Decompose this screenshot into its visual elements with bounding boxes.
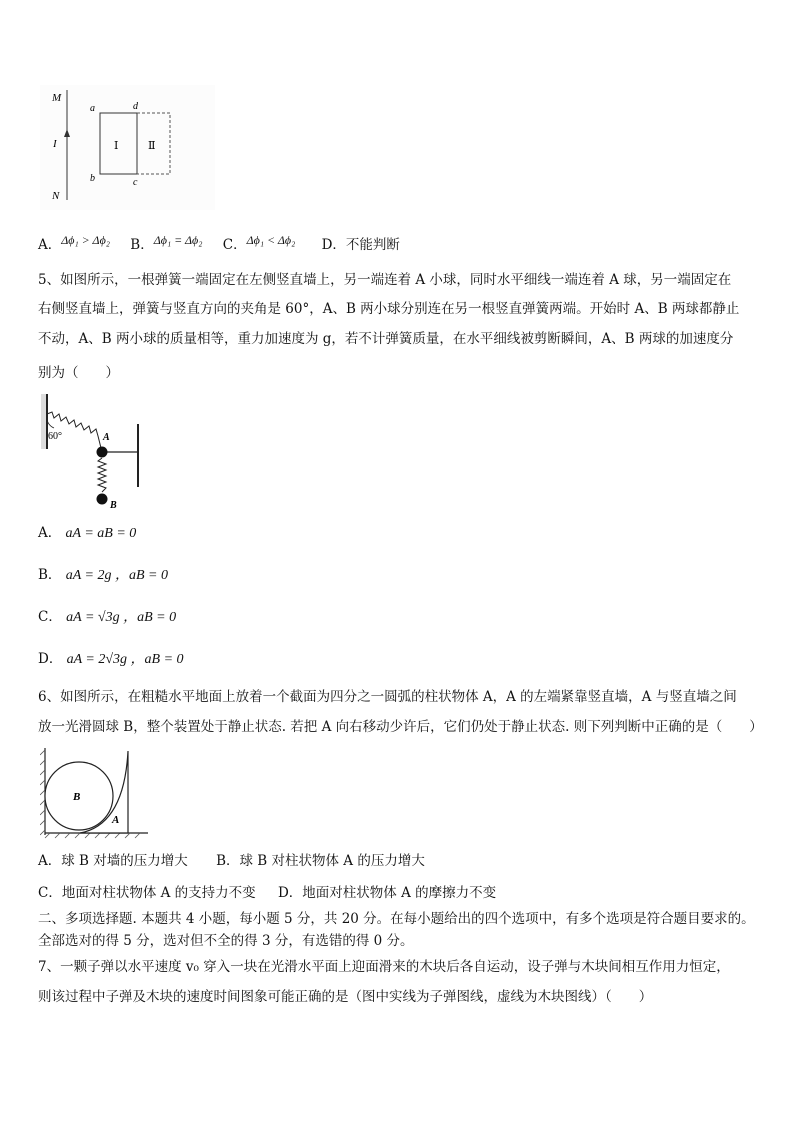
label-I: I (53, 138, 57, 150)
label-a: a (90, 103, 95, 114)
q7-stem-line1: 7、一颗子弹以水平速度 v₀ 穿入一块在光滑水平面上迎面滑来的木块后各自运动，设子弹与木块间相互作用力恒定， (38, 959, 730, 975)
q6-stem-line1: 6、如图所示，在粗糙水平地面上放着一个截面为四分之一圆弧的柱状物体 A，A 的左端紧靠竖直墙，A 与竖直墙之间 (38, 689, 737, 705)
label-N: N (52, 190, 60, 202)
ball-a (97, 447, 108, 458)
figure-wire-loop (40, 85, 215, 210)
q5-stem-line1: 5、如图所示，一根弹簧一端固定在左侧竖直墙上，另一端连着 A 小球，同时水平细线一端连着 A 球，另一端固定在 (38, 272, 732, 288)
region-2-label: Ⅱ (148, 140, 156, 152)
angle-label: 60° (48, 431, 62, 442)
q4-option-b: B．Δϕ₁ = Δϕ₂ (130, 233, 203, 253)
section2-line2: 全部选对的得 5 分，选对但不全的得 3 分，有选错的得 0 分。 (38, 933, 414, 949)
q4-option-a: A．Δϕ₁ > Δϕ₂ (38, 233, 110, 253)
q6-option-a: A．球 B 对墙的压力增大 (38, 853, 188, 869)
q7-stem-line2: 则该过程中子弹及木块的速度时间图象可能正确的是（图中实线为子弹图线，虚线为木块图线）（ ） (38, 989, 653, 1005)
sphere-b-label: B (73, 791, 81, 803)
ball-b (97, 494, 108, 505)
q6-option-d: D．地面对柱状物体 A 的摩擦力不变 (277, 885, 497, 901)
q6-option-c: C．地面对柱状物体 A 的支持力不变 (38, 885, 256, 901)
label-d: d (133, 101, 138, 112)
label-M: M (52, 92, 62, 104)
q5-option-b: B． aA = 2g ，aB = 0 (38, 567, 168, 583)
figure-ball-on-arc (40, 745, 150, 840)
q6-options-row1 (38, 852, 425, 870)
q6-option-b: B．球 B 对柱状物体 A 的压力增大 (216, 853, 425, 869)
figure-springs-balls (38, 392, 148, 512)
region-1-label: Ⅰ (114, 140, 119, 152)
q5-stem-line2: 右侧竖直墙上，弹簧与竖直方向的夹角是 60°，A、B 两小球分别连在另一根竖直弹簧两端。开始时 A、B 两球都静止 (38, 301, 740, 317)
section2-line1: 二、多项选择题. 本题共 4 小题，每小题 5 分，共 20 分。在每小题给出的四个选项中，有多个选项是符合题目要求的。 (38, 911, 755, 927)
ball-b-label: B (110, 500, 117, 511)
q5-stem-line3: 不动，A、B 两小球的质量相等，重力加速度为 g，若不计弹簧质量，在水平细线被剪断瞬间，A、B 两球的加速度分 (38, 331, 734, 347)
q5-option-c: C． aA = √3g ，aB = 0 (38, 609, 177, 625)
q6-options-row2 (38, 884, 496, 902)
q4-options (38, 233, 400, 254)
label-c: c (133, 177, 138, 188)
q6-stem-line2: 放一光滑圆球 B，整个装置处于静止状态. 若把 A 向右移动少许后，它们仍处于静止状态. 则下列判断中正确的是（ ） (38, 719, 763, 735)
q4-option-d: D．不能判断 (321, 237, 400, 253)
label-b: b (90, 173, 95, 184)
vertical-spring (98, 458, 106, 492)
q5-stem-line4: 别为（ ） (38, 365, 119, 381)
q5-option-d: D． aA = 2√3g ，aB = 0 (38, 651, 184, 667)
body-a-label: A (112, 814, 120, 826)
q5-option-a: A． aA = aB = 0 (38, 525, 137, 541)
ball-a-label: A (103, 432, 110, 443)
q4-option-c: C．Δϕ₁ < Δϕ₂ (222, 233, 296, 253)
